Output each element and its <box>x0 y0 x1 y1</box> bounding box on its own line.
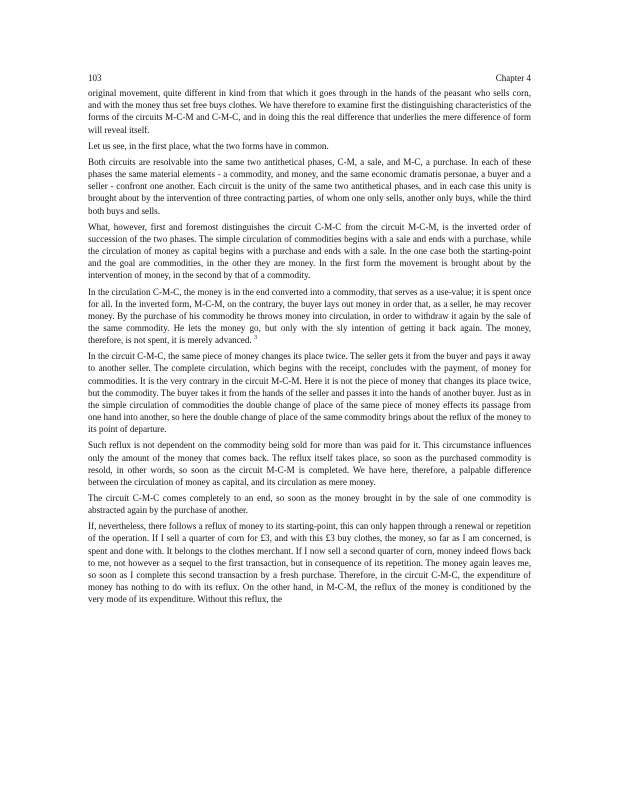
paragraph: Such reflux is not dependent on the commodity being sold for more than was paid for it. This circumstance influences only the amount of the money that comes back. The reflux itself takes place, so soon as the purchased commodity is resold, in other words, so soon as the circuit M-C-M is completed. We have here, therefore, a palpable difference between the circulation of money as capital, and its circulation as mere money. <box>88 440 531 487</box>
paragraph: In the circuit C-M-C, the same piece of money changes its place twice. The seller gets it from the buyer and pays it away to another seller. The complete circulation, which begins with the receipt, concludes with the payment, of money for commodities. It is the very contrary in the circuit M-C-M. Here it is not the piece of money that changes its place twice, but the commodity. The buyer takes it from the hands of the seller and passes it into the hands of another buyer. Just as in the simple circulation of commodities the double change of place of the same piece of money effects its passage from one hand into another, so here the double change of place of the same commodity brings about the reflux of the money to its point of departure. <box>88 351 531 435</box>
paragraph: Both circuits are resolvable into the same two antithetical phases, C-M, a sale, and M-C, a purchase. In each of these phases the same material elements - a commodity, and money, and the same economic dramatis personae, a buyer and a seller - confront one another. Each circuit is the unity of the same two antithetical phases, and in each case this unity is brought about by the intervention of three contracting parties, of whom one only sells, another only buys, while the third both buys and sells. <box>88 156 531 216</box>
running-header <box>88 72 531 84</box>
page-number: 103 <box>88 73 102 83</box>
paragraph: Let us see, in the first place, what the two forms have in common. <box>88 140 329 151</box>
paragraph: If, nevertheless, there follows a reflux of money to its starting-point, this can only happen through a renewal or repetition of the operation. If I sell a quarter of corn for £3, and with this £3 buy clothes, the money, so far as I am concerned, is spent and done with. It belongs to the clothes merchant. If I now sell a second quarter of corn, money indeed flows back to me, not however as a sequel to the first transaction, but in consequence of its repetition. The money again leaves me, so soon as I complete this second transaction by a fresh purchase. Therefore, in the circuit C-M-C, the expenditure of money has nothing to do with its reflux. On the other hand, in M-C-M, the reflux of the money is conditioned by the very mode of its expenditure. Without this reflux, the <box>88 521 531 605</box>
paragraph: What, however, first and foremost distinguishes the circuit C-M-C from the circuit M-C-M, is the inverted order of succession of the two phases. The simple circulation of commodities begins with a sale and ends with a purchase, while the circulation of money as capital begins with a purchase and ends with a sale. In the one case both the starting-point and the goal are commodities, in the other they are money. In the first form the movement is brought about by the intervention of money, in the second by that of a commodity. <box>88 221 531 281</box>
document-page <box>88 72 531 609</box>
footnote-marker[interactable]: 3 <box>253 335 257 342</box>
paragraph-text: In the circulation C-M-C, the money is in the end converted into a commodity, that serves as a use-value; it is spent once for all. In the inverted form, M-C-M, on the contrary, the buyer lays out money in order that, as a seller, he may recover money. By the purchase of his commodity he throws money into circulation, in order to withdraw it again by the sale of the same commodity. He lets the money go, but only with the sly intention of getting it back again. The money, therefore, is not spent, it is merely advanced. <box>88 286 531 346</box>
paragraph: original movement, quite different in kind from that which it goes through in the hands of the peasant who sells corn, and with the money thus set free buys clothes. We have therefore to examine first the distinguishing characteristics of the forms of the circuits M-C-M and C-M-C, and in doing this the real difference that underlies the mere difference of form will reveal itself. <box>88 88 531 135</box>
paragraph: The circuit C-M-C comes completely to an end, so soon as the money brought in by the sale of one commodity is abstracted again by the purchase of another. <box>88 493 531 516</box>
chapter-label: Chapter 4 <box>495 73 531 83</box>
paragraph-with-footnote <box>88 286 531 347</box>
